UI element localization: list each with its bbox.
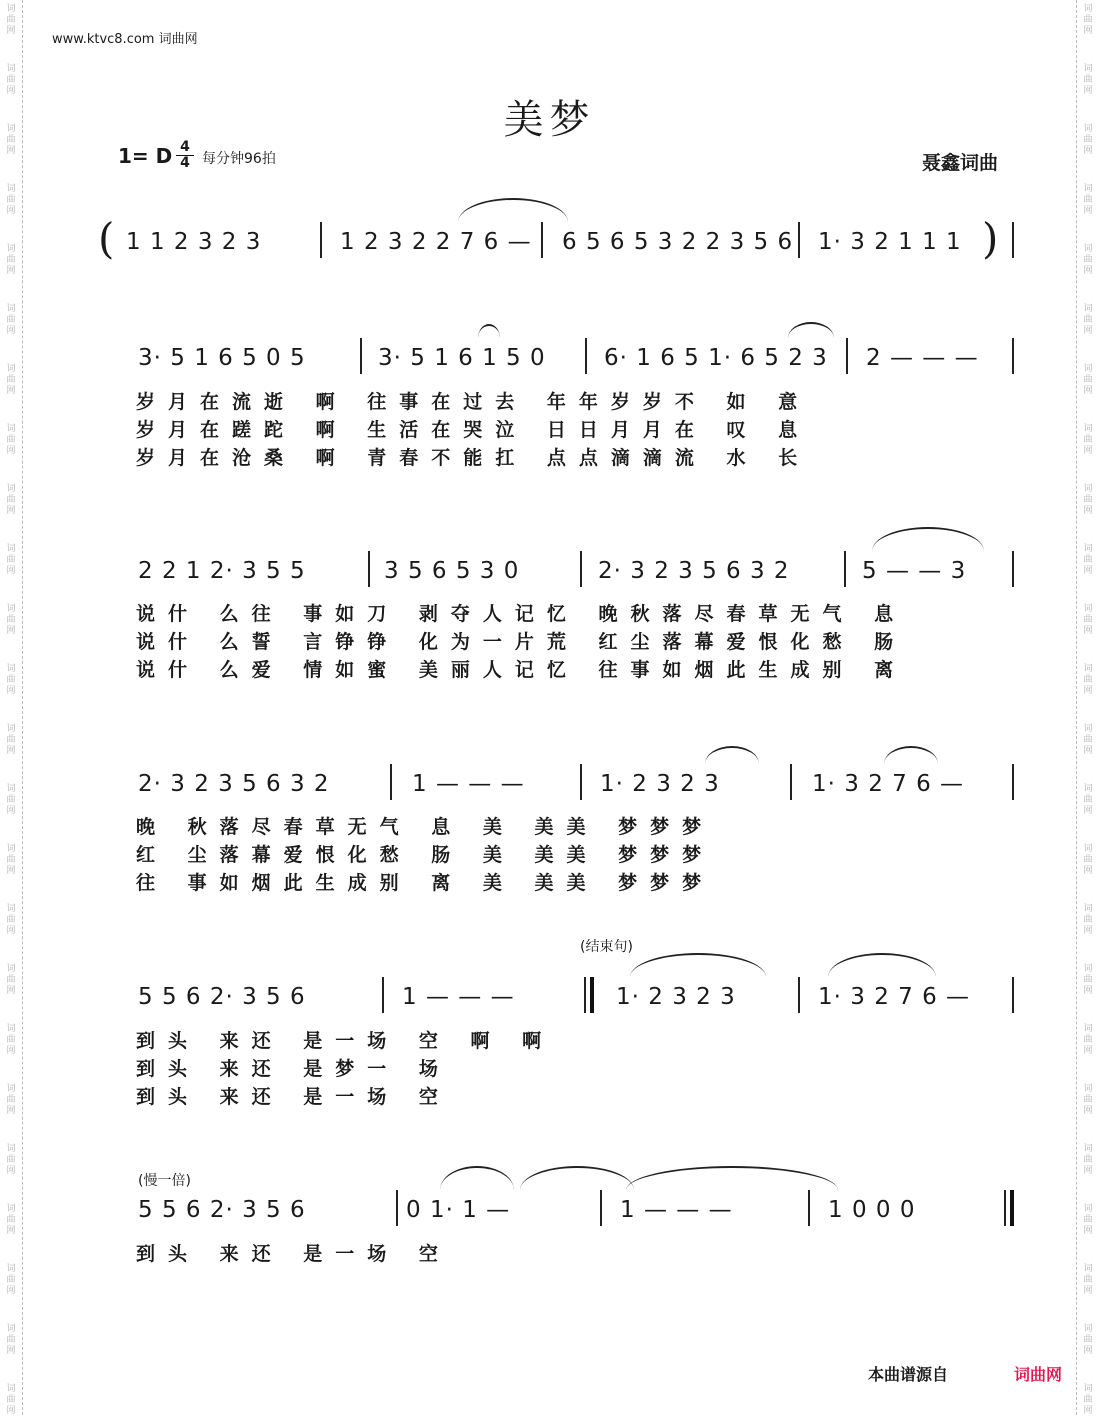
section-label: (结束句) [580, 939, 633, 955]
watermark: 词 曲 网 [6, 604, 16, 636]
score-line [0, 975, 1099, 1035]
measure: 0 1· 1 — [406, 1197, 511, 1223]
slur-mark [705, 746, 759, 764]
slur-mark [828, 953, 936, 977]
score-line [0, 336, 1099, 396]
footer-site-link[interactable]: 词曲网 [1014, 1365, 1063, 1384]
watermark: 词 曲 网 [1083, 1264, 1093, 1296]
bar-line [580, 764, 582, 800]
measure: 1 — — — [412, 771, 525, 797]
measure: 1· 2 3 2 3 [616, 984, 736, 1010]
bar-line [844, 551, 846, 587]
slur-mark [872, 527, 984, 551]
slur-mark [458, 198, 568, 222]
lyric-line: 到头 来还 是梦一 场 [136, 1058, 451, 1080]
watermark: 词 曲 网 [6, 184, 16, 216]
bar-line [1012, 764, 1014, 800]
measure: 1 1 2 3 2 3 [126, 229, 262, 255]
watermark: 词 曲 网 [1083, 724, 1093, 756]
watermark: 词 曲 网 [6, 724, 16, 756]
watermark: 词 曲 网 [1083, 904, 1093, 936]
watermark: 词 曲 网 [1083, 124, 1093, 156]
key-signature: 1= D [118, 144, 173, 168]
watermark: 词 曲 网 [1083, 1324, 1093, 1356]
bar-line [798, 977, 800, 1013]
watermark: 词 曲 网 [6, 364, 16, 396]
slur-mark [520, 1166, 634, 1190]
lyric-line: 岁月在蹉跎 啊 生活在哭泣 日日月月在 叹 息 [136, 419, 811, 441]
measure: 1 0 0 0 [828, 1197, 916, 1223]
watermark: 词 曲 网 [1083, 964, 1093, 996]
close-paren-mark: ) [982, 214, 999, 263]
bar-line [1012, 977, 1014, 1013]
measure: 1 2 3 2 2 7 6 — [340, 229, 532, 255]
watermark: 词 曲 网 [1083, 604, 1093, 636]
bar-line [798, 222, 800, 258]
measure: 1 — — — [620, 1197, 733, 1223]
watermark: 词 曲 网 [1083, 544, 1093, 576]
measure: 3· 5 1 6 1 5 0 [378, 345, 546, 371]
bar-line [1012, 222, 1014, 258]
measure: 5 5 6 2· 3 5 6 [138, 1197, 306, 1223]
slur-mark [440, 1166, 514, 1190]
watermark: 词 曲 网 [1083, 64, 1093, 96]
watermark: 词 曲 网 [1083, 4, 1093, 36]
lyric-line: 说什 么往 事如刀 剥夺人记忆 晚秋落尽春草无气 息 [136, 603, 907, 625]
time-signature-bottom: 4 [176, 155, 194, 171]
final-bar-line [1010, 1190, 1014, 1226]
watermark: 词 曲 网 [1083, 664, 1093, 696]
lyric-line: 岁月在流逝 啊 往事在过去 年年岁岁不 如 意 [136, 391, 811, 413]
measure: 2· 3 2 3 5 6 3 2 [598, 558, 790, 584]
measure: 1· 3 2 7 6 — [812, 771, 965, 797]
time-signature-top: 4 [180, 139, 190, 155]
section-label: (慢一倍) [138, 1173, 191, 1189]
bar-line [368, 551, 370, 587]
watermark: 词 曲 网 [6, 1204, 16, 1236]
lyric-line: 晚 秋落尽春草无气 息 美 美美 梦梦梦 [136, 816, 715, 838]
watermark: 词 曲 网 [6, 1084, 16, 1116]
measure: 1· 3 2 1 1 1 [818, 229, 962, 255]
slur-mark [478, 324, 500, 338]
measure: 2 — — — [866, 345, 979, 371]
watermark: 词 曲 网 [6, 304, 16, 336]
watermark: 词 曲 网 [6, 1144, 16, 1176]
footer-source-label: 本曲谱源自 [868, 1365, 949, 1384]
bar-line [600, 1190, 602, 1226]
watermark: 词 曲 网 [6, 1324, 16, 1356]
tempo-marking: 每分钟96拍 [202, 151, 276, 167]
watermark: 词 曲 网 [6, 484, 16, 516]
bar-line [541, 222, 543, 258]
measure: 5 5 6 2· 3 5 6 [138, 984, 306, 1010]
bar-line [846, 338, 848, 374]
watermark: 词 曲 网 [6, 904, 16, 936]
lyric-line: 说什 么誓 言铮铮 化为一片荒 红尘落幕爱恨化愁 肠 [136, 631, 907, 653]
watermark: 词 曲 网 [1083, 1024, 1093, 1056]
bar-line [1012, 551, 1014, 587]
measure: 5 — — 3 [862, 558, 967, 584]
measure: 1· 2 3 2 3 [600, 771, 720, 797]
watermark: 词 曲 网 [1083, 364, 1093, 396]
slur-mark [630, 953, 766, 977]
bar-line [320, 222, 322, 258]
slur-mark [884, 746, 938, 764]
open-paren-mark: ( [98, 214, 115, 263]
measure: 3· 5 1 6 5 0 5 [138, 345, 306, 371]
watermark: 词 曲 网 [6, 664, 16, 696]
watermark: 词 曲 网 [6, 244, 16, 276]
slur-mark [788, 322, 834, 338]
measure: 6· 1 6 5 1· 6 5 2 3 [604, 345, 828, 371]
lyric-line: 到头 来还 是一场 空 [136, 1086, 451, 1108]
bar-line [390, 764, 392, 800]
repeat-bar-line [584, 977, 586, 1013]
page-title: 美梦 [503, 97, 596, 143]
watermark: 词 曲 网 [6, 424, 16, 456]
watermark: 词 曲 网 [6, 1384, 16, 1416]
bar-line [585, 338, 587, 374]
score-line [0, 1188, 1099, 1248]
repeat-bar-line [590, 977, 594, 1013]
watermark: 词 曲 网 [6, 964, 16, 996]
watermark: 词 曲 网 [6, 64, 16, 96]
measure: 6 5 6 5 3 2 2 3 5 6 [562, 229, 794, 255]
measure: 1· 3 2 7 6 — [818, 984, 971, 1010]
bar-line [808, 1190, 810, 1226]
lyric-line: 到头 来还 是一场 空 啊 啊 [136, 1030, 555, 1052]
final-bar-line [1004, 1190, 1006, 1226]
watermark: 词 曲 网 [6, 544, 16, 576]
watermark: 词 曲 网 [6, 1024, 16, 1056]
watermark: 词 曲 网 [1083, 1204, 1093, 1236]
score-line [0, 214, 1099, 280]
measure: 2 2 1 2· 3 5 5 [138, 558, 306, 584]
bar-line [580, 551, 582, 587]
site-url[interactable]: www.ktvc8.com 词曲网 [52, 32, 198, 47]
watermark: 词 曲 网 [1083, 244, 1093, 276]
watermark: 词 曲 网 [6, 844, 16, 876]
author-credit: 聂鑫词曲 [922, 152, 999, 174]
bar-line [396, 1190, 398, 1226]
lyric-line: 说什 么爱 情如蜜 美丽人记忆 往事如烟此生成别 离 [136, 659, 907, 681]
measure: 1 — — — [402, 984, 515, 1010]
lyric-line: 到头 来还 是一场 空 [136, 1243, 451, 1265]
watermark: 词 曲 网 [1083, 184, 1093, 216]
lyric-line: 红 尘落幕爱恨化愁 肠 美 美美 梦梦梦 [136, 844, 715, 866]
bar-line [360, 338, 362, 374]
lyric-line: 岁月在沧桑 啊 青春不能扛 点点滴滴流 水 长 [136, 447, 811, 469]
slur-mark [626, 1166, 838, 1190]
watermark: 词 曲 网 [1083, 304, 1093, 336]
watermark: 词 曲 网 [1083, 484, 1093, 516]
bar-line [1012, 338, 1014, 374]
watermark: 词 曲 网 [1083, 844, 1093, 876]
measure: 3 5 6 5 3 0 [384, 558, 520, 584]
watermark: 词 曲 网 [1083, 1084, 1093, 1116]
watermark: 词 曲 网 [6, 4, 16, 36]
bar-line [382, 977, 384, 1013]
watermark: 词 曲 网 [1083, 424, 1093, 456]
watermark: 词 曲 网 [1083, 1384, 1093, 1416]
watermark: 词 曲 网 [1083, 1144, 1093, 1176]
lyric-line: 往 事如烟此生成别 离 美 美美 梦梦梦 [136, 872, 715, 894]
measure: 2· 3 2 3 5 6 3 2 [138, 771, 330, 797]
watermark: 词 曲 网 [6, 784, 16, 816]
time-signature [176, 140, 194, 171]
watermark: 词 曲 网 [1083, 784, 1093, 816]
watermark: 词 曲 网 [6, 124, 16, 156]
watermark: 词 曲 网 [6, 1264, 16, 1296]
bar-line [790, 764, 792, 800]
